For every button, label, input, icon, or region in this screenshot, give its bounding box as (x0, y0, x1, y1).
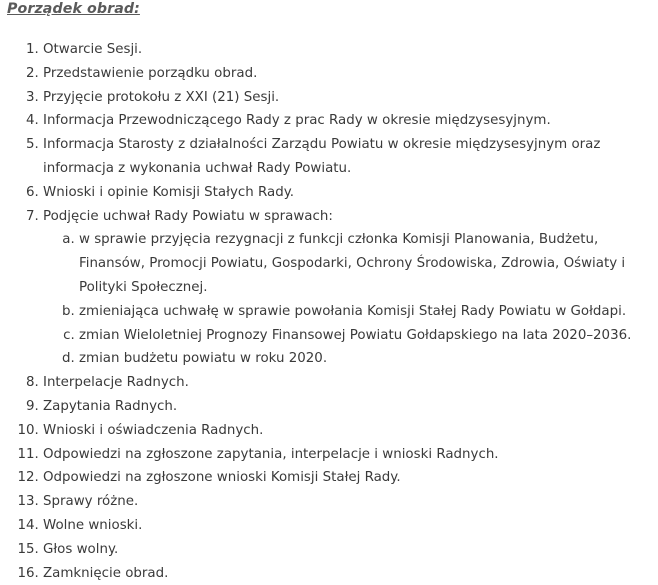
agenda-item-resolutions (43, 205, 653, 372)
agenda-item-label: Podjęcie uchwał Rady Powiatu w sprawach: (43, 208, 333, 224)
agenda-subitem: c. zmian Wieloletniej Prognozy Finansowej Powiatu Gołdapskiego na lata 2020–2036. (79, 324, 653, 348)
agenda-item: 16. Zamknięcie obrad. (43, 562, 653, 585)
agenda-item: 14. Wolne wnioski. (43, 514, 653, 538)
agenda-subitem: d. zmian budżetu powiatu w roku 2020. (79, 347, 653, 371)
agenda-subitem: b. zmieniająca uchwałę w sprawie powołania Komisji Stałej Rady Powiatu w Gołdapi. (79, 300, 653, 324)
agenda-item: 8. Interpelacje Radnych. (43, 371, 653, 395)
agenda-item: 6. Wnioski i opinie Komisji Stałych Rady. (43, 181, 653, 205)
agenda-item: 4. Informacja Przewodniczącego Rady z prac Rady w okresie międzysesyjnym. (43, 109, 653, 133)
agenda-item: 13. Sprawy różne. (43, 490, 653, 514)
agenda-item: 9. Zapytania Radnych. (43, 395, 653, 419)
agenda-item: 5. Informacja Starosty z działalności Zarządu Powiatu w okresie międzysesyjnym oraz informacja z wykonania uchwał Rady Powiatu. (43, 133, 653, 181)
agenda-item: 12. Odpowiedzi na zgłoszone wnioski Komisji Stałej Rady. (43, 466, 653, 490)
agenda-subitem: a. w sprawie przyjęcia rezygnacji z funkcji członka Komisji Planowania, Budżetu, Finansów, Promocji Powiatu, Gospodarki, Ochrony Środowiska, Zdrowia, Oświaty i Polityki Społecznej. (79, 228, 653, 299)
agenda-item: 3. Przyjęcie protokołu z XXI (21) Sesji. (43, 86, 653, 110)
agenda-item: 2. Przedstawienie porządku obrad. (43, 62, 653, 86)
agenda-item: 15. Głos wolny. (43, 538, 653, 562)
agenda-list (0, 38, 653, 585)
agenda-item: 1. Otwarcie Sesji. (43, 38, 653, 62)
agenda-item: 11. Odpowiedzi na zgłoszone zapytania, interpelacje i wnioski Radnych. (43, 443, 653, 467)
agenda-heading: Porządek obrad: (7, 1, 140, 17)
resolutions-sublist (43, 228, 653, 371)
agenda-item: 10. Wnioski i oświadczenia Radnych. (43, 419, 653, 443)
